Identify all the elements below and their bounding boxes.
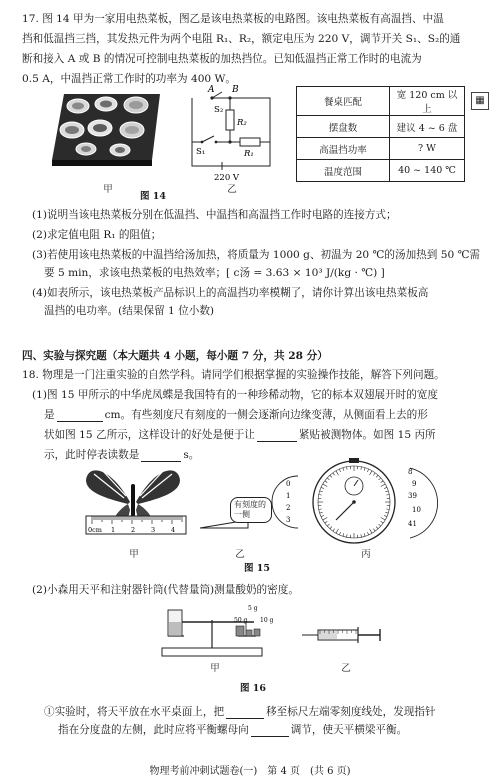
section-title: 四、实验与探究题（本大题共 4 小题，每小题 7 分，共 28 分） bbox=[22, 350, 328, 362]
s2-label: S₂ bbox=[214, 105, 224, 115]
text-span: 是 bbox=[44, 409, 55, 421]
q17-line-3: 断和接入 A 或 B 的情况可控制电热菜板的加热挡位。已知低温挡正常工作时的电流为 bbox=[22, 53, 422, 65]
text-span: ①实验时，将天平放在水平桌面上，把 bbox=[44, 706, 225, 718]
small-dial-0: 0 bbox=[286, 480, 291, 488]
small-dial-2: 2 bbox=[286, 504, 291, 512]
ruler-label-0: 0cm bbox=[88, 526, 102, 534]
weight-label-10g: 10 g bbox=[260, 617, 274, 624]
r2-label: R₂ bbox=[237, 118, 247, 128]
r1-label: R₁ bbox=[244, 149, 254, 159]
table-row bbox=[297, 160, 465, 182]
fig14-label-jia: 甲 bbox=[103, 184, 113, 195]
table-row bbox=[297, 87, 465, 116]
weight-icon bbox=[236, 626, 244, 636]
table-cell: 温度范围 bbox=[297, 160, 390, 182]
big-dial-41: 41 bbox=[408, 520, 417, 528]
text-span: 移至标尺左端零刻度线处，发现指针 bbox=[266, 706, 436, 718]
fig15-label-jia: 甲 bbox=[129, 549, 139, 560]
fig16-label-yi: 乙 bbox=[341, 663, 351, 674]
weight-label-50g: 50 g bbox=[234, 617, 248, 624]
voltage-label: 220 V bbox=[214, 173, 240, 183]
table-row bbox=[297, 116, 465, 138]
q18-p2: (2)小森用天平和注射器针筒(代替量筒)测量酸奶的密度。 bbox=[32, 584, 299, 596]
fig14-label-yi: 乙 bbox=[227, 184, 237, 195]
ruler-label-4: 4 bbox=[171, 526, 176, 534]
table-cell: 高温挡功率 bbox=[297, 138, 390, 160]
weight-label-5g: 5 g bbox=[248, 605, 258, 612]
node-B-label: B bbox=[232, 85, 239, 95]
fig15-label-bing: 丙 bbox=[361, 549, 371, 560]
big-dial-39: 39 bbox=[408, 492, 417, 500]
text-span: 调节，使天平横梁平衡。 bbox=[290, 724, 408, 736]
syringe-figure bbox=[300, 625, 390, 645]
text-span: 示，此时停表读数是 bbox=[44, 449, 140, 461]
table-cell: 餐桌匹配 bbox=[297, 87, 390, 116]
text-span: 状如图 15 乙所示，这样设计的好处是便于让 bbox=[44, 429, 255, 441]
scan-code-icon[interactable]: ▦ bbox=[471, 92, 489, 110]
table-cell: 宽 120 cm 以上 bbox=[390, 87, 465, 116]
q18-p1-line2 bbox=[44, 408, 428, 422]
q18-p1-line3 bbox=[44, 428, 436, 442]
ruler-label-3: 3 bbox=[151, 526, 156, 534]
big-dial-9: 9 bbox=[412, 480, 417, 488]
table-cell: 40 ~ 140 ℃ bbox=[390, 160, 465, 182]
answer-blank-rider[interactable] bbox=[226, 707, 264, 719]
table-cell: 摆盘数 bbox=[297, 116, 390, 138]
spec-table bbox=[296, 86, 465, 182]
fig16-label-jia: 甲 bbox=[210, 663, 220, 674]
heating-tray-photo bbox=[48, 88, 166, 174]
fig15-caption: 图 15 bbox=[244, 563, 271, 574]
butterfly-ruler-figure bbox=[80, 460, 190, 544]
q17-line-2: 挡和低温挡三挡，其发热元件为两个电阻 R₁、R₂，额定电压为 220 V，调节开关 S₁、S₂的通 bbox=[22, 33, 461, 45]
answer-blank-ruler-side[interactable] bbox=[257, 430, 297, 442]
small-dial-3: 3 bbox=[286, 516, 291, 524]
table-row bbox=[297, 138, 465, 160]
big-dial-10: 10 bbox=[412, 506, 421, 514]
page-footer: 物理考前冲刺试题卷(一) 第 4 页 (共 6 页) bbox=[149, 766, 351, 777]
q17-sub-2: (2)求定值电阻 R₁ 的阻值； bbox=[32, 229, 162, 241]
callout-graduated-side: 有刻度的一侧 bbox=[230, 497, 272, 523]
q17-line-1: 17. 图 14 甲为一家用电热菜板，图乙是该电热菜板的电路图。该电热菜板有高温挡、中温 bbox=[22, 13, 444, 25]
table-cell: 建议 4 ~ 6 盘 bbox=[390, 116, 465, 138]
q17-line-4: 0.5 A，中温挡正常工作时的功率为 400 W。 bbox=[22, 73, 237, 85]
q17-sub-4b: 温挡的电功率。(结果保留 1 位小数) bbox=[44, 305, 215, 317]
text-span: s。 bbox=[183, 449, 200, 461]
text-span: 指在分度盘的左侧，此时应将平衡螺母向 bbox=[58, 724, 249, 736]
q18-p3-line1 bbox=[44, 705, 436, 719]
table-cell: ? W bbox=[390, 138, 465, 160]
text-span: cm。有些刻度尺有刻度的一侧会逐渐向边缘变薄，从侧面看上去的形 bbox=[104, 409, 428, 421]
answer-blank-direction[interactable] bbox=[251, 725, 289, 737]
answer-blank-width[interactable] bbox=[57, 410, 103, 422]
fig15-label-yi: 乙 bbox=[235, 549, 245, 560]
q18-intro: 18. 物理是一门注重实验的自然学科。请同学们根据掌握的实验操作技能，解答下列问题。 bbox=[22, 369, 445, 381]
q17-sub-3b: 要 5 min，求该电热菜板的电热效率；[ c汤 = 3.63 × 10³ J/(kg · ℃) ] bbox=[44, 267, 385, 279]
s1-label: S₁ bbox=[196, 147, 206, 157]
stopwatch-figure bbox=[280, 458, 430, 546]
circuit-diagram bbox=[182, 84, 282, 183]
ruler-label-1: 1 bbox=[111, 526, 116, 534]
fig14-caption: 图 14 bbox=[140, 191, 167, 202]
small-dial-1: 1 bbox=[286, 492, 291, 500]
big-dial-8: 8 bbox=[408, 468, 413, 476]
q18-p1-line1: (1)图 15 甲所示的中华虎凤蝶是我国特有的一种珍稀动物，它的标本双翅展开时的宽度 bbox=[32, 389, 438, 401]
q18-p3-line2 bbox=[58, 723, 407, 737]
balance-figure bbox=[150, 600, 280, 660]
ruler-label-2: 2 bbox=[131, 526, 136, 534]
fig16-caption: 图 16 bbox=[240, 683, 267, 694]
q17-sub-4a: (4)如表所示，该电热菜板产品标识上的高温挡功率模糊了，请你计算出该电热菜板高 bbox=[32, 287, 429, 299]
node-A-label: A bbox=[208, 85, 215, 95]
q17-sub-3a: (3)若使用该电热菜板的中温挡给汤加热，将质量为 1000 g、初温为 20 ℃的汤加热到 50 ℃需 bbox=[32, 249, 481, 261]
text-span: 紧贴被测物体。如图 15 丙所 bbox=[298, 429, 436, 441]
q17-sub-1: (1)说明当该电热菜板分别在低温挡、中温挡和高温挡工作时电路的连接方式； bbox=[32, 209, 397, 221]
